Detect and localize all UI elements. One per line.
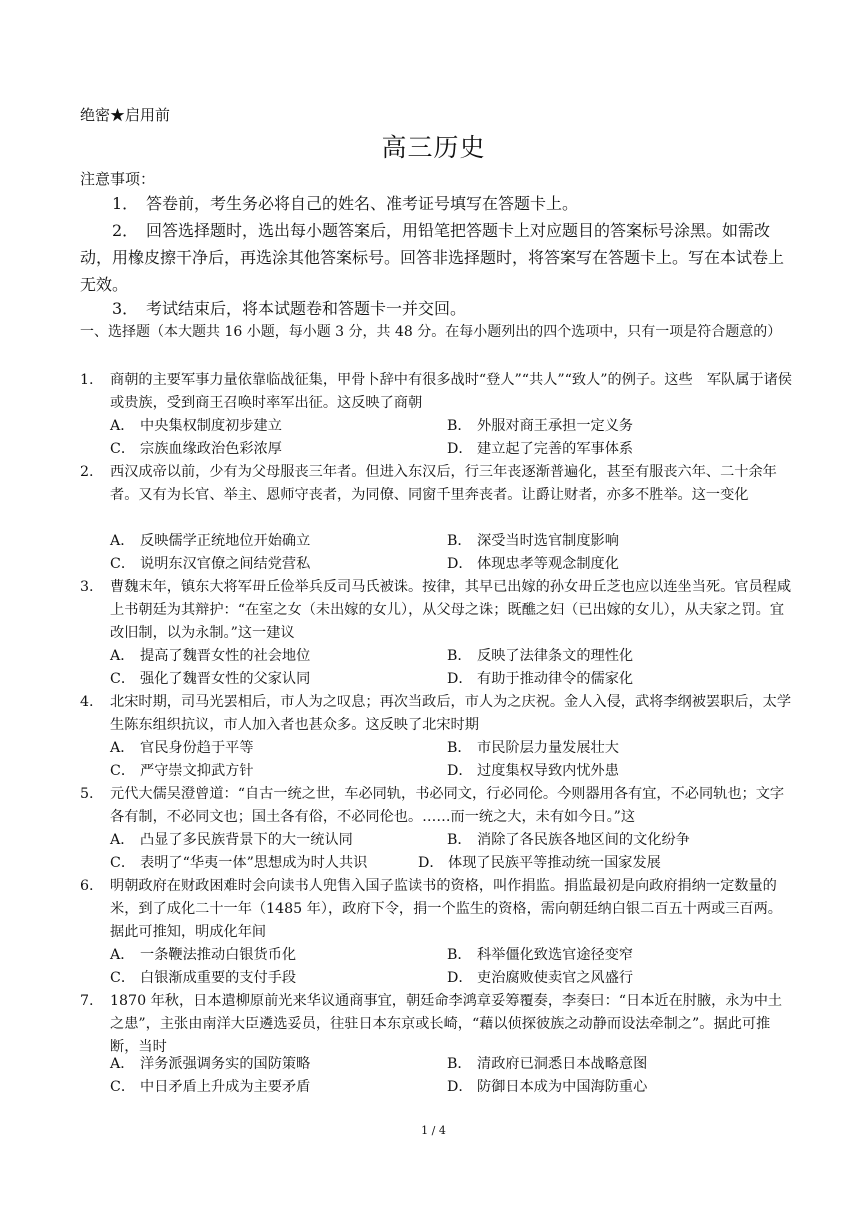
option-letter: D． [447,970,473,986]
option-c [110,760,254,783]
option-letter: A． [110,418,135,434]
option-text: 体现了民族平等推动统一国家发展 [448,855,661,871]
option-letter: A． [110,832,135,848]
note-item [80,217,792,298]
question-stem: 元代大儒吴澄曾道：“自古一统之世，车必同轨，书必同文，行必同伦。今则器用各有宜，不必同轨也；文字各有制，不必同文也；国土各有俗，不必同伦也。……而一统之大，未有如今日。”这 [110,786,785,825]
question-number: 1. [80,372,94,388]
note-number: 2． [112,221,139,240]
note-item [80,190,792,217]
question-7 [80,990,792,1059]
page-title: 高三历史 [381,133,486,162]
option-text: 吏治腐败使卖官之风盛行 [477,970,634,986]
option-a [110,645,310,668]
question-stem: 明朝政府在财政困难时会向读书人兜售入国子监读书的资格，叫作捐监。捐监最初是向政府捐纳一定数量的米，到了成化二十一年（1485 年），政府下令，捐一个监生的资格，需向朝廷纳白银二百五十两或三百两。据此可推知，明成化年间 [110,878,782,940]
option-d [447,760,619,783]
question-number: 6. [80,878,94,894]
confidential-mark: 绝密★启用前 [80,106,171,124]
option-letter: C． [110,970,136,986]
option-text: 白银渐成重要的支付手段 [140,970,297,986]
note-number: 1． [112,194,139,213]
option-text: 宗族血缘政治色彩浓厚 [140,441,282,457]
option-letter: B． [447,947,472,963]
option-letter: B． [447,418,472,434]
option-text: 中央集权制度初步建立 [140,418,282,434]
option-letter: B． [447,1056,472,1072]
option-letter: D． [447,671,473,687]
note-text: 回答选择题时，选出每小题答案后，用铅笔把答题卡上对应题目的答案标号涂黑。如需改动，用橡皮擦干净后，再选涂其他答案标号。回答非选择题时，将答案写在答题卡上。写在本试卷上无效。 [80,221,785,294]
option-text: 表明了“华夷一体”思想成为时人共识 [140,855,368,871]
option-text: 提高了魏晋女性的社会地位 [140,648,311,664]
option-a [110,829,353,852]
option-text: 外服对商王承担一定义务 [477,418,634,434]
question-stem: 商朝的主要军事力量依靠临战征集，甲骨卜辞中有很多战时“登人”“共人”“致人”的例子。这些 军队属于诸侯或贵族，受到商王召唤时率军出征。这反映了商朝 [110,372,792,411]
option-text: 有助于推动律令的儒家化 [477,671,634,687]
question-number: 5. [80,786,94,802]
option-d [447,668,633,691]
option-a [110,737,254,760]
option-letter: D． [447,556,473,572]
option-text: 强化了魏晋女性的父家认同 [140,671,311,687]
option-letter: A． [110,947,135,963]
option-text: 过度集权导致内忧外患 [477,763,619,779]
option-letter: C． [110,556,136,572]
option-text: 消除了各民族各地区间的文化纷争 [477,832,690,848]
note-text: 考试结束后，将本试题卷和答题卡一并交回。 [146,299,467,318]
option-text: 严守崇文抑武方针 [140,763,254,779]
question-6 [80,875,792,944]
option-d [447,1076,647,1099]
option-a [110,415,282,438]
option-c [110,967,296,990]
option-letter: C． [110,441,136,457]
option-letter: B． [447,832,472,848]
option-letter: C． [110,1079,136,1095]
option-text: 深受当时选官制度影响 [477,533,619,549]
option-text: 官民身份趋于平等 [140,740,254,756]
question-number: 7. [80,993,94,1009]
option-text: 一条鞭法推动白银货币化 [140,947,297,963]
option-text: 反映了法律条文的理性化 [477,648,634,664]
question-number: 2. [80,464,94,480]
option-a [110,944,296,967]
note-text: 答卷前，考生务必将自己的姓名、准考证号填写在答题卡上。 [146,194,579,213]
option-c [110,852,367,875]
option-text: 说明东汉官僚之间结党营私 [140,556,311,572]
note-item [80,295,792,322]
option-letter: C． [110,671,136,687]
option-d [447,967,633,990]
option-letter: B． [447,533,472,549]
option-text: 洋务派强调务实的国防策略 [140,1056,311,1072]
option-letter: A． [110,1056,135,1072]
question-4 [80,691,792,737]
option-text: 科举僵化致选官途径变窄 [477,947,634,963]
option-c [110,438,282,461]
option-d [447,438,633,461]
option-a [110,530,310,553]
option-c [110,1076,310,1099]
option-b [447,415,633,438]
note-number: 3． [112,299,139,318]
option-text: 凸显了多民族背景下的大一统认同 [140,832,353,848]
option-letter: D． [447,441,473,457]
option-letter: A． [110,648,135,664]
notes-heading: 注意事项： [80,170,156,188]
option-b [447,737,619,760]
option-letter: C． [110,763,136,779]
option-letter: B． [447,648,472,664]
option-text: 清政府已洞悉日本战略意图 [477,1056,648,1072]
question-2 [80,461,792,507]
option-letter: D． [447,763,473,779]
option-letter: C． [110,855,136,871]
option-text: 防御日本成为中国海防重心 [477,1079,648,1095]
option-text: 反映儒学正统地位开始确立 [140,533,311,549]
option-text: 中日矛盾上升成为主要矛盾 [140,1079,311,1095]
option-c [110,668,310,691]
option-letter: B． [447,740,472,756]
option-a [110,1053,310,1076]
section-heading: 一、选择题（本大题共 16 小题，每小题 3 分，共 48 分。在每小题列出的四个选项中，只有一项是符合题意的） [80,324,782,340]
question-5 [80,783,792,829]
question-number: 3. [80,579,94,595]
question-stem: 曹魏末年，镇东大将军毌丘俭举兵反司马氏被诛。按律，其早已出嫁的孙女毌丘芝也应以连坐当死。官员程咸上书朝廷为其辩护：“在室之女（未出嫁的女儿），从父母之诛；既醮之妇（已出嫁的女儿），从夫家之罚。宜改旧制，以为永制。”这一建议 [110,579,792,641]
question-stem: 北宋时期，司马光罢相后，市人为之叹息；再次当政后，市人为之庆祝。金人入侵，武将李纲被罢职后，太学生陈东组织抗议，市人加入者也甚众多。这反映了北宋时期 [110,694,792,733]
option-letter: A． [110,740,135,756]
option-text: 体现忠孝等观念制度化 [477,556,619,572]
option-d [418,852,661,875]
question-stem: 西汉成帝以前，少有为父母服丧三年者。但进入东汉后，行三年丧逐渐普遍化，甚至有服丧六年、二十余年者。又有为长官、举主、恩师守丧者，为同僚、同窗千里奔丧者。让爵让财者，亦多不胜举。这一变化 [110,464,777,503]
page-number: 1 / 4 [421,1124,446,1137]
option-b [447,645,633,668]
option-d [447,553,619,576]
option-b [447,1053,647,1076]
option-text: 建立起了完善的军事体系 [477,441,634,457]
question-1 [80,369,792,415]
option-letter: D． [418,855,444,871]
option-c [110,553,310,576]
option-letter: D． [447,1079,473,1095]
option-b [447,829,690,852]
question-number: 4. [80,694,94,710]
question-3 [80,576,792,645]
question-stem: 1870 年秋，日本遣柳原前光来华议通商事宜，朝廷命李鸿章妥筹覆奏，李奏曰：“日本近在肘腋，永为中土之患”，主张由南洋大臣遴选妥员，往驻日本东京或长崎，“藉以侦探彼族之动静而设法牵制之”。据此可推断，当时 [110,993,783,1055]
option-b [447,944,633,967]
option-b [447,530,619,553]
option-text: 市民阶层力量发展壮大 [477,740,619,756]
option-letter: A． [110,533,135,549]
